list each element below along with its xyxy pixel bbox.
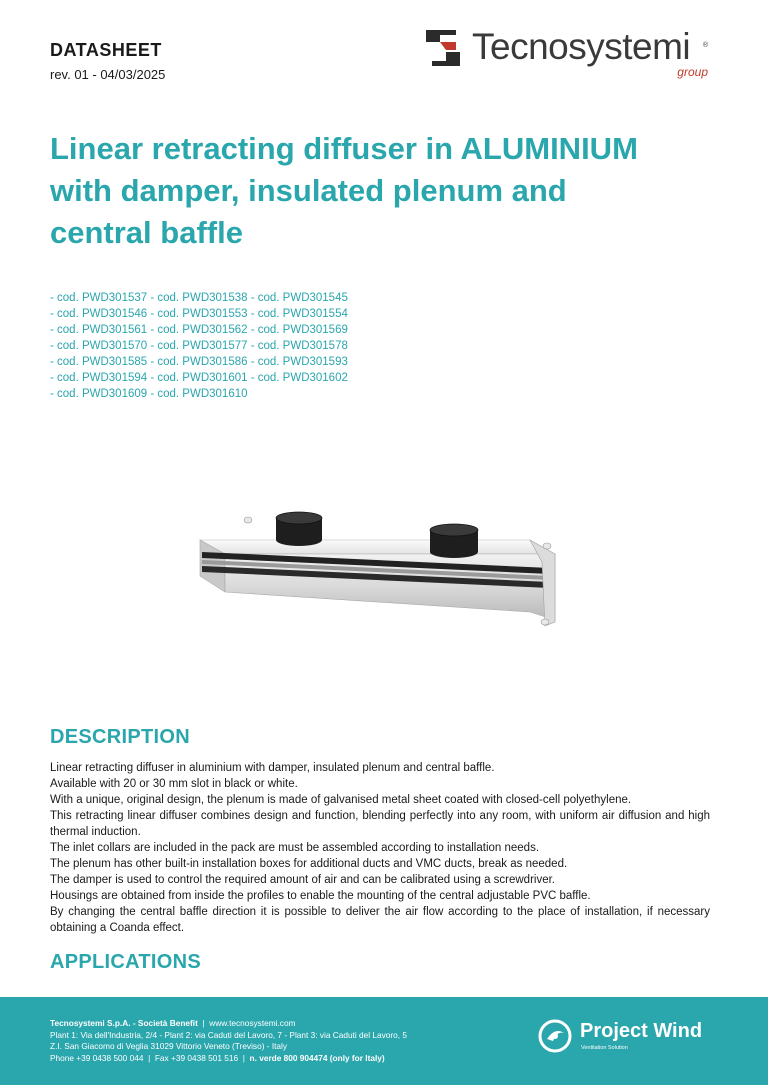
toll-free: n. verde 800 904474 (only for Italy) bbox=[249, 1052, 385, 1063]
project-wind-tagline: Ventilation Solution bbox=[581, 1045, 628, 1051]
description-body bbox=[50, 760, 710, 936]
footer-line-1 bbox=[50, 1018, 407, 1030]
plants-address: Plant 1: Via dell'Industria, 2/4 - Plant 2: via Caduti del Lavoro, 7 - Plant 3: via Caduti del Lavoro, 5 bbox=[50, 1029, 408, 1040]
separator: | bbox=[202, 1018, 205, 1028]
separator: | bbox=[148, 1052, 151, 1063]
footer-contact bbox=[50, 1018, 407, 1064]
description-paragraph: By changing the central baffle direction it is possible to deliver the air flow according to the place of installation, if necessary obtaining a Coanda effect. bbox=[50, 906, 710, 934]
separator: | bbox=[242, 1052, 245, 1063]
website-link[interactable]: www.tecnosystemi.com bbox=[209, 1018, 296, 1028]
footer bbox=[0, 997, 768, 1085]
description-paragraph: Housings are obtained from inside the profiles to enable the mounting of the central adjustable PVC baffle. bbox=[50, 890, 591, 902]
company-name: Tecnosystemi S.p.A. - Società Benefit bbox=[50, 1018, 198, 1028]
logo-wordmark: Tecnosystemi bbox=[472, 26, 691, 67]
revision: rev. 01 - 04/03/2025 bbox=[50, 67, 166, 82]
description-paragraph: The inlet collars are included in the pack are must be assembled according to installation needs. bbox=[50, 842, 540, 854]
title-line: central baffle bbox=[50, 215, 243, 250]
tecnosystemi-mark-icon bbox=[426, 30, 462, 68]
description-heading: DESCRIPTION bbox=[50, 726, 190, 748]
tecnosystemi-logo bbox=[426, 28, 716, 80]
project-wind-logo bbox=[538, 1019, 738, 1065]
footer-line-4 bbox=[50, 1053, 407, 1065]
document-header bbox=[50, 40, 165, 82]
project-wind-icon bbox=[538, 1019, 572, 1053]
logo-group: group bbox=[677, 65, 708, 79]
code-line: - cod. PWD301609 - cod. PWD301610 bbox=[50, 388, 248, 400]
page-title bbox=[50, 128, 730, 254]
description-paragraph: Linear retracting diffuser in aluminium with damper, insulated plenum and central baffle. bbox=[50, 762, 495, 774]
description-paragraph: With a unique, original design, the plenum is made of galvanised metal sheet coated with closed-cell polyethylene. bbox=[50, 794, 632, 806]
fax: Fax +39 0438 501 516 bbox=[154, 1052, 239, 1063]
code-line: - cod. PWD301570 - cod. PWD301577 - cod. PWD301578 bbox=[50, 340, 348, 352]
description-paragraph: The damper is used to control the required amount of air and can be calibrated using a screwdriver. bbox=[50, 874, 556, 886]
description-paragraph: This retracting linear diffuser combines design and function, blending perfectly into any room, with uniform air diffusion and high thermal induction. bbox=[50, 810, 710, 838]
description-paragraph: Available with 20 or 30 mm slot in black or white. bbox=[50, 778, 298, 790]
code-line: - cod. PWD301594 - cod. PWD301601 - cod. PWD301602 bbox=[50, 372, 348, 384]
code-line: - cod. PWD301537 - cod. PWD301538 - cod. PWD301545 bbox=[50, 292, 348, 304]
applications-heading: APPLICATIONS bbox=[50, 951, 202, 973]
code-line: - cod. PWD301561 - cod. PWD301562 - cod. PWD301569 bbox=[50, 324, 348, 336]
code-line: - cod. PWD301585 - cod. PWD301586 - cod. PWD301593 bbox=[50, 356, 348, 368]
project-wind-name: Project Wind bbox=[580, 1020, 703, 1042]
description-paragraph: The plenum has other built-in installation boxes for additional ducts and VMC ducts, break as needed. bbox=[50, 858, 568, 870]
company-address: Z.I. San Giacomo di Veglia 31029 Vittorio Veneto (Treviso) - Italy bbox=[50, 1041, 288, 1051]
phone: Phone +39 0438 500 044 bbox=[50, 1052, 144, 1063]
title-line: with damper, insulated plenum and bbox=[50, 173, 567, 208]
code-line: - cod. PWD301546 - cod. PWD301553 - cod. PWD301554 bbox=[50, 308, 348, 320]
doc-type: DATASHEET bbox=[50, 40, 162, 60]
registered-mark: ® bbox=[702, 42, 708, 49]
title-line: Linear retracting diffuser in ALUMINIUM bbox=[50, 131, 638, 166]
product-codes bbox=[50, 290, 348, 402]
product-image bbox=[190, 510, 570, 640]
